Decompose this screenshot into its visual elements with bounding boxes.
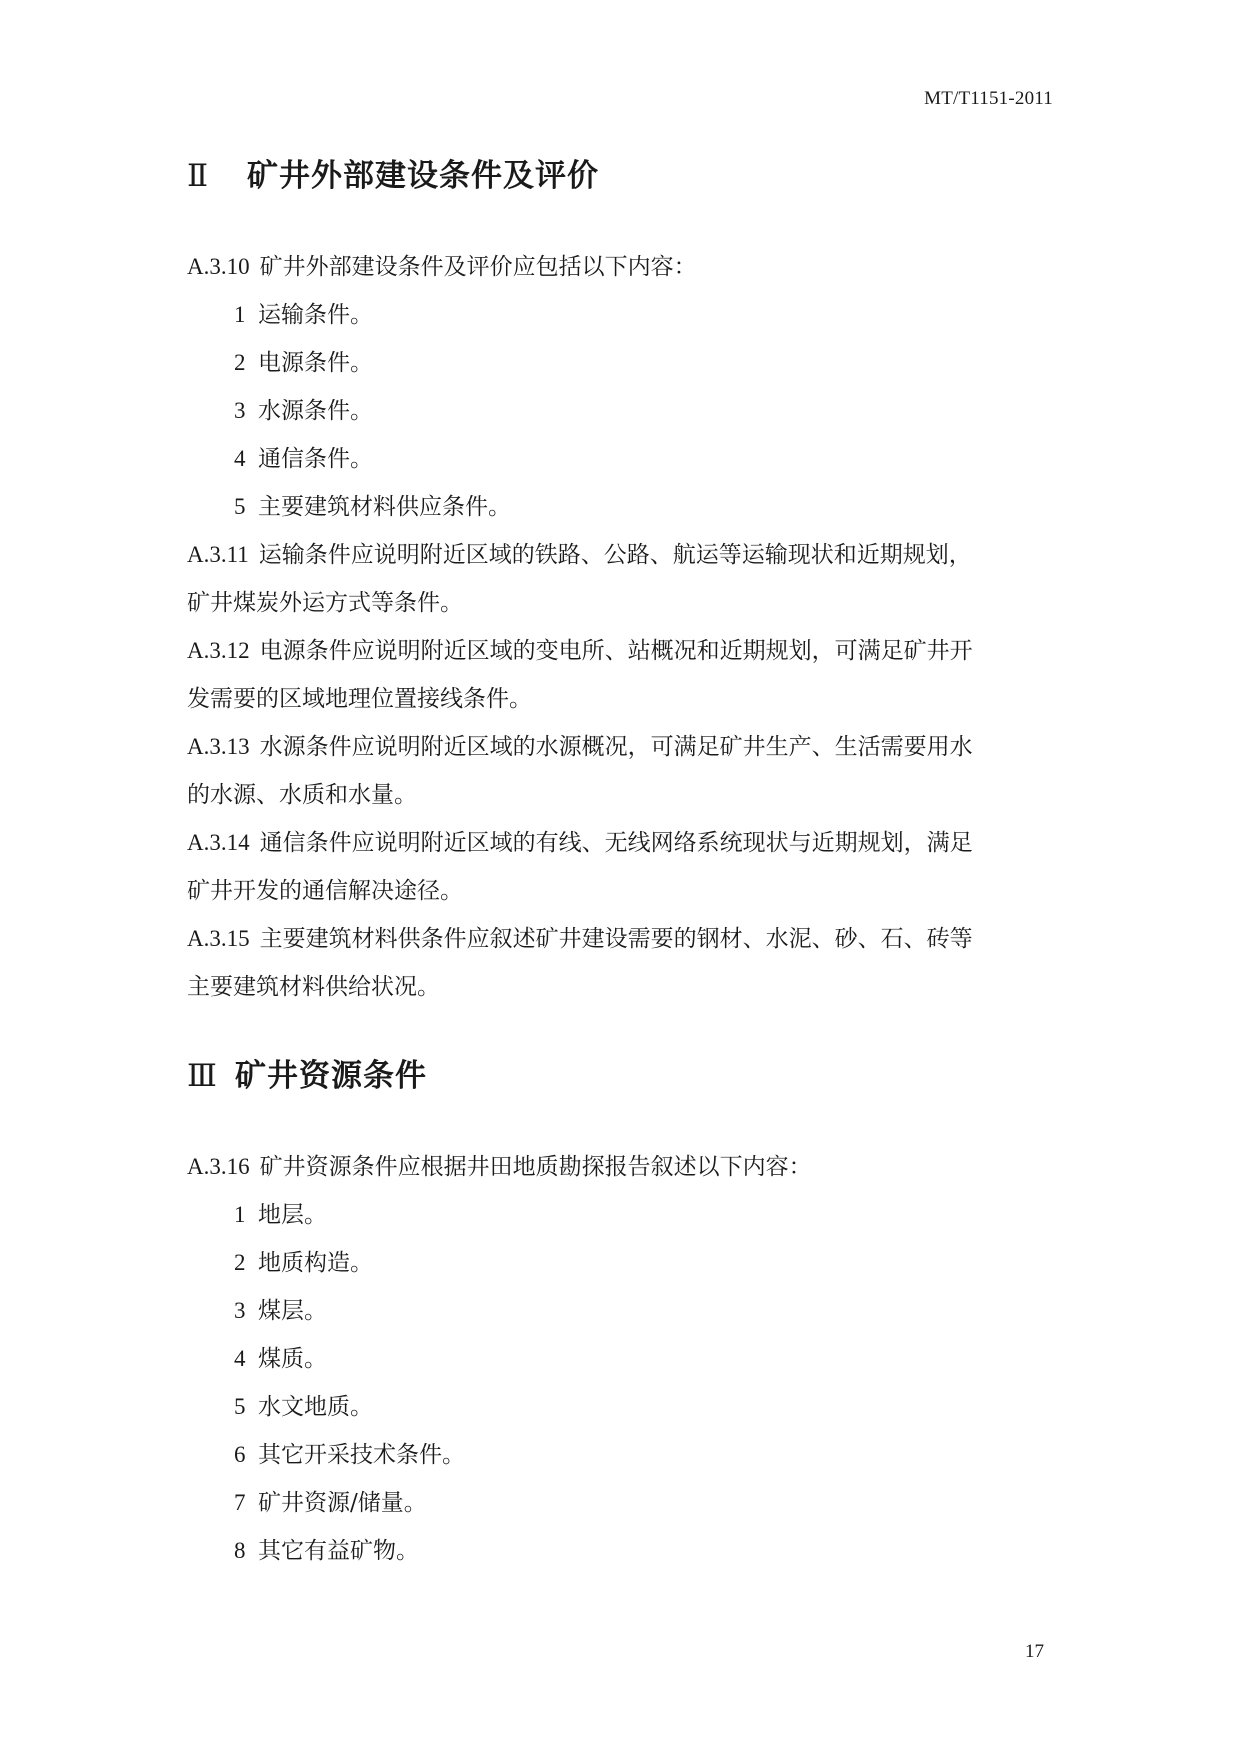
list-item-text: 水文地质。	[258, 1394, 373, 1420]
clause-a313	[187, 723, 1057, 819]
list-item-number: 1	[234, 302, 246, 327]
clause-text: 矿井资源条件应根据井田地质勘探报告叙述以下内容：	[259, 1154, 812, 1180]
list-item-number: 8	[234, 1538, 246, 1563]
list-item-text: 其它有益矿物。	[258, 1538, 419, 1564]
list-item	[187, 339, 1057, 387]
section-2-heading	[187, 150, 599, 195]
list-item-number: 4	[234, 446, 246, 471]
section-2-body	[187, 243, 1057, 1011]
list-item	[187, 1431, 1057, 1479]
section-2-title: 矿井外部建设条件及评价	[247, 158, 599, 194]
list-item	[187, 435, 1057, 483]
list-item-number: 4	[234, 1346, 246, 1371]
clause-text-line2: 主要建筑材料供给状况。	[187, 974, 440, 1000]
list-item-number: 5	[234, 494, 246, 519]
list-item-text: 通信条件。	[258, 446, 373, 472]
page-number: 17	[1025, 1641, 1044, 1662]
clause-a315	[187, 915, 1057, 1011]
clause-text-line1: 水源条件应说明附近区域的水源概况，可满足矿井生产、生活需要用水	[259, 734, 973, 760]
clause-text-line1: 运输条件应说明附近区域的铁路、公路、航运等运输现状和近期规划，	[258, 542, 972, 568]
list-item-text: 水源条件。	[258, 398, 373, 424]
clause-a310	[187, 243, 1057, 291]
clause-text-line2: 矿井煤炭外运方式等条件。	[187, 590, 463, 616]
clause-text: 矿井外部建设条件及评价应包括以下内容：	[259, 254, 697, 280]
list-item-text: 地层。	[258, 1202, 327, 1228]
section-3-body	[187, 1143, 1057, 1575]
clause-a316	[187, 1143, 1057, 1191]
list-item-text: 煤质。	[258, 1346, 327, 1372]
list-item	[187, 1527, 1057, 1575]
list-item	[187, 1191, 1057, 1239]
list-item-number: 6	[234, 1442, 246, 1467]
clause-a314	[187, 819, 1057, 915]
section-3-heading	[187, 1050, 427, 1095]
list-item-number: 2	[234, 1250, 246, 1275]
clause-text-line1: 电源条件应说明附近区域的变电所、站概况和近期规划，可满足矿井开	[259, 638, 973, 664]
clause-number: A.3.14	[187, 830, 250, 855]
section-2-numeral: Ⅱ	[187, 158, 210, 193]
list-item	[187, 1287, 1057, 1335]
list-item-number: 7	[234, 1490, 246, 1515]
clause-number: A.3.12	[187, 638, 250, 663]
clause-text-line2: 发需要的区域地理位置接线条件。	[187, 686, 532, 712]
list-item-number: 1	[234, 1202, 246, 1227]
list-item-text: 其它开采技术条件。	[258, 1442, 465, 1468]
clause-text-line2: 的水源、水质和水量。	[187, 782, 417, 808]
list-item-text: 煤层。	[258, 1298, 327, 1324]
list-item-text: 地质构造。	[258, 1250, 373, 1276]
clause-a312	[187, 627, 1057, 723]
list-item	[187, 291, 1057, 339]
clause-number: A.3.13	[187, 734, 250, 759]
section-3-title: 矿井资源条件	[235, 1058, 427, 1094]
clause-text-line1: 主要建筑材料供条件应叙述矿井建设需要的钢材、水泥、砂、石、砖等	[259, 926, 973, 952]
list-item	[187, 1383, 1057, 1431]
list-item-text: 矿井资源/储量。	[258, 1490, 427, 1516]
list-item	[187, 483, 1057, 531]
list-item	[187, 1239, 1057, 1287]
clause-number: A.3.10	[187, 254, 250, 279]
list-item	[187, 1479, 1057, 1527]
standard-code-header: MT/T1151-2011	[924, 88, 1053, 109]
clause-number: A.3.11	[187, 542, 249, 567]
clause-number: A.3.15	[187, 926, 250, 951]
list-item-text: 运输条件。	[258, 302, 373, 328]
section-3-numeral: Ⅲ	[187, 1058, 218, 1093]
list-item-number: 3	[234, 1298, 246, 1323]
list-item-number: 5	[234, 1394, 246, 1419]
clause-a311	[187, 531, 1057, 627]
list-item	[187, 387, 1057, 435]
list-item-text: 电源条件。	[258, 350, 373, 376]
list-item-text: 主要建筑材料供应条件。	[258, 494, 511, 520]
clause-text-line1: 通信条件应说明附近区域的有线、无线网络系统现状与近期规划，满足	[259, 830, 973, 856]
clause-text-line2: 矿井开发的通信解决途径。	[187, 878, 463, 904]
list-item	[187, 1335, 1057, 1383]
list-item-number: 3	[234, 398, 246, 423]
clause-number: A.3.16	[187, 1154, 250, 1179]
list-item-number: 2	[234, 350, 246, 375]
